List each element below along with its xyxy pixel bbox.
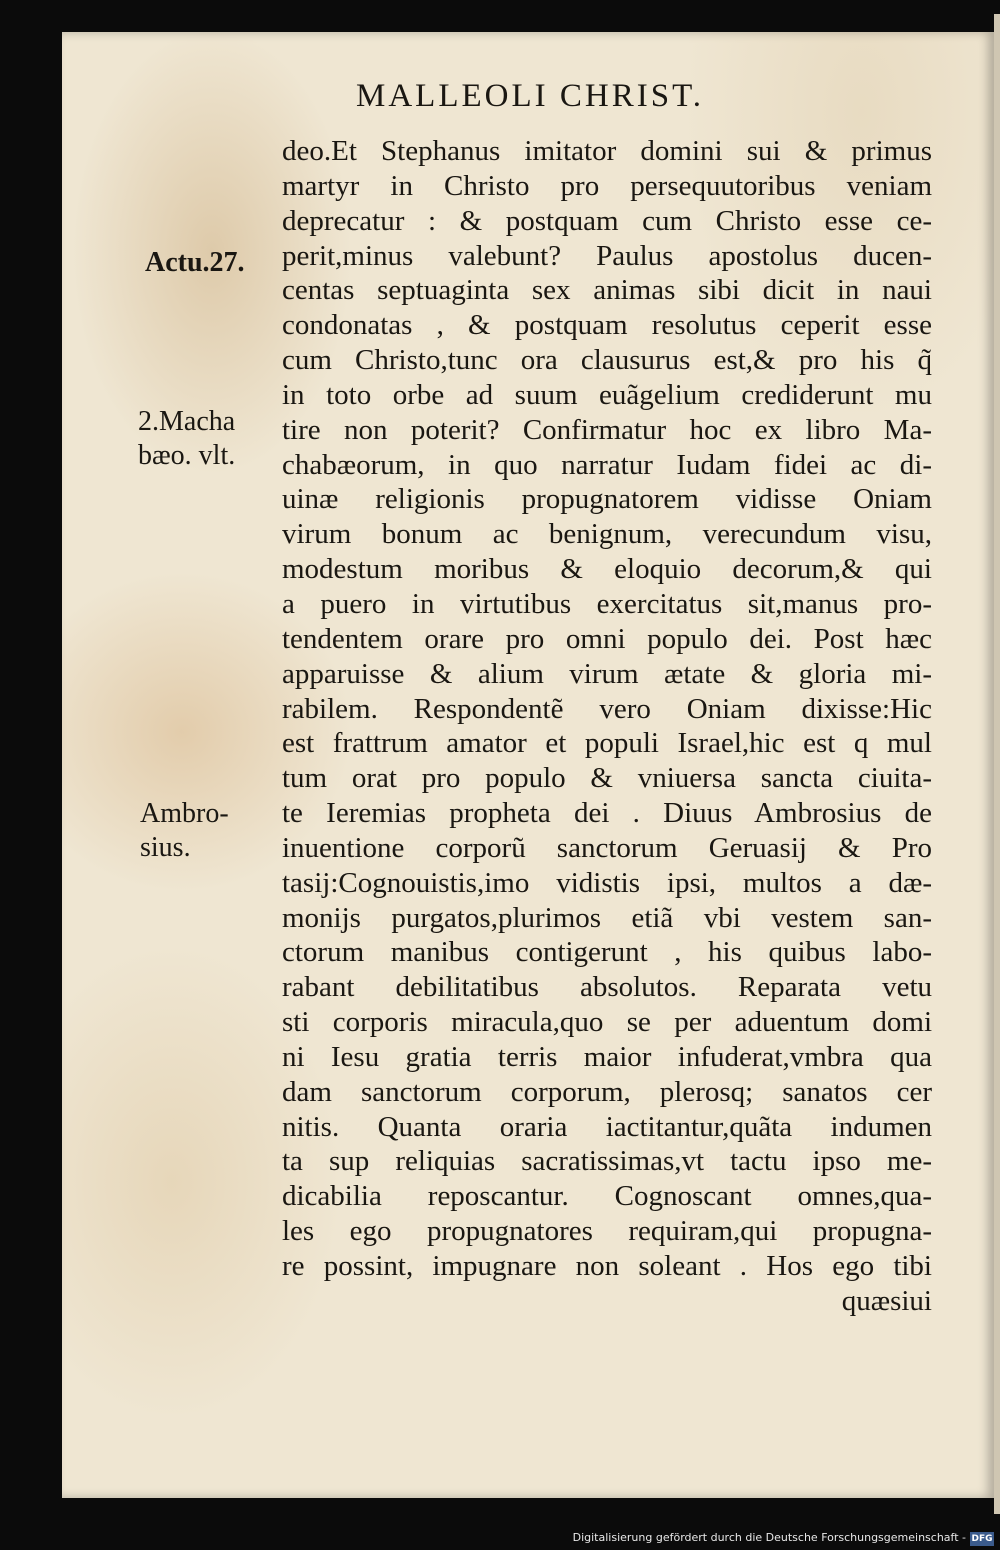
text-line: martyr in Christo pro persequutoribus veniam bbox=[282, 169, 932, 202]
text-line: virum bonum ac benignum, verecundum visu, bbox=[282, 518, 932, 551]
margin-note-ambrosius bbox=[140, 797, 229, 865]
margin-note-line: Ambro- bbox=[140, 798, 229, 829]
dfg-logo: DFG bbox=[971, 1534, 993, 1544]
text-line: apparuisse & alium virum ætate & gloria mi- bbox=[282, 657, 932, 690]
text-line: inuentione corporũ sanctorum Geruasij & Pro bbox=[282, 831, 932, 864]
margin-note-machabaeorum bbox=[138, 405, 235, 473]
text-line: condonatas , & postquam resolutus ceperit esse bbox=[282, 309, 932, 342]
text-line: nitis. Quanta oraria iactitantur,quãta indumen bbox=[282, 1110, 932, 1143]
text-line: te Ieremias propheta dei . Diuus Ambrosius de bbox=[282, 797, 932, 830]
text-line: sti corporis miracula,quo se per aduentum domi bbox=[282, 1006, 932, 1039]
margin-note-line: 2.Macha bbox=[138, 406, 236, 437]
body-text-block bbox=[282, 134, 932, 1319]
text-line: rabant debilitatibus absolutos. Reparata vetu bbox=[282, 971, 932, 1004]
text-line: ni Iesu gratia terris maior infuderat,vmbra qua bbox=[282, 1040, 932, 1073]
digitization-credit: Digitalisierung gefördert durch die Deutsche Forschungsgemeinschaft - bbox=[572, 1531, 966, 1544]
text-line: quæsiui bbox=[841, 1284, 932, 1317]
text-line: perit,minus valebunt? Paulus apostolus ducen- bbox=[282, 239, 932, 272]
text-line: re possint, impugnare non soleant . Hos ego tibi bbox=[282, 1250, 932, 1282]
margin-note-line: sius. bbox=[140, 832, 191, 863]
text-line: tum orat pro populo & vniuersa sancta ciuita- bbox=[282, 762, 932, 795]
margin-note-actu: Actu.27. bbox=[145, 247, 245, 278]
text-line: ta sup reliquias sacratissimas,vt tactu ipso me- bbox=[282, 1145, 932, 1178]
text-line: dam sanctorum corporum, plerosq; sanatos cer bbox=[282, 1075, 932, 1108]
running-title: MALLEOLI CHRIST. bbox=[356, 78, 705, 114]
text-line: cum Christo,tunc ora clausurus est,& pro his q̃ bbox=[282, 344, 932, 377]
text-line: ctorum manibus contigerunt , his quibus labo- bbox=[282, 936, 932, 969]
text-line: a puero in virtutibus exercitatus sit,manus pro- bbox=[282, 587, 932, 620]
text-line: rabilem. Respondentẽ vero Oniam dixisse:Hic bbox=[282, 692, 932, 725]
text-line: tire non poterit? Confirmatur hoc ex libro Ma- bbox=[282, 413, 932, 446]
text-line: deo.Et Stephanus imitator domini sui & primus bbox=[282, 135, 932, 167]
text-line: uinæ religionis propugnatorem vidisse Oniam bbox=[282, 483, 932, 516]
text-line: est frattrum amator et populi Israel,hic est q mul bbox=[282, 727, 932, 760]
text-line: in toto orbe ad suum euãgelium crediderunt mu bbox=[282, 378, 932, 411]
text-line: centas septuaginta sex animas sibi dicit in naui bbox=[282, 274, 932, 307]
text-line: chabæorum, in quo narratur Iudam fidei ac di- bbox=[282, 448, 932, 481]
page-edge bbox=[994, 14, 1000, 1514]
text-line: tasij:Cognouistis,imo vidistis ipsi, multos a dæ- bbox=[282, 866, 932, 899]
text-line: dicabilia reposcantur. Cognoscant omnes,qua- bbox=[282, 1180, 932, 1213]
text-line: tendentem orare pro omni populo dei. Post hæc bbox=[282, 622, 932, 655]
text-line: les ego propugnatores requiram,qui propugna- bbox=[282, 1215, 932, 1248]
text-line: deprecatur : & postquam cum Christo esse ce- bbox=[282, 204, 932, 237]
text-line: monijs purgatos,plurimos etiã vbi vestem san- bbox=[282, 901, 932, 934]
margin-note-line: bæo. vlt. bbox=[138, 440, 236, 471]
text-line: modestum moribus & eloquio decorum,& qui bbox=[282, 553, 932, 586]
